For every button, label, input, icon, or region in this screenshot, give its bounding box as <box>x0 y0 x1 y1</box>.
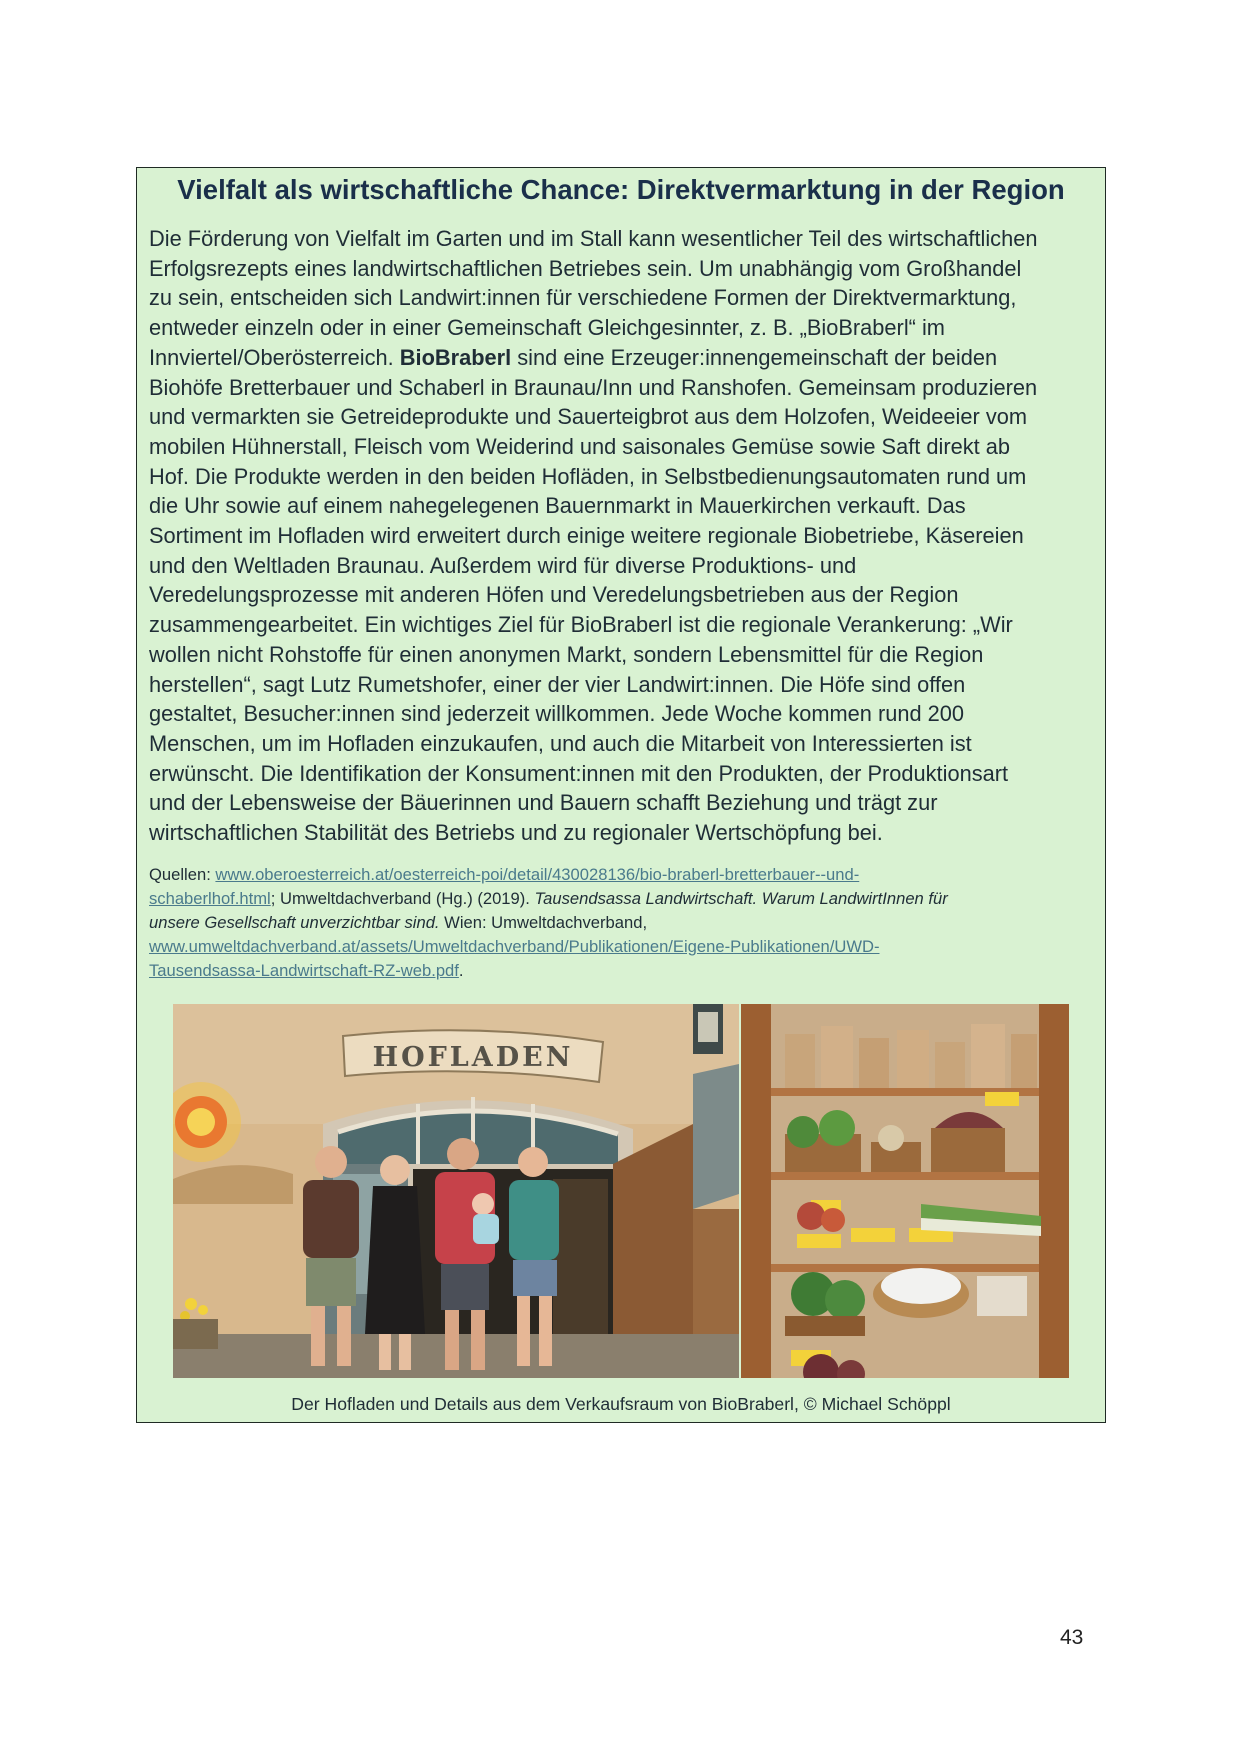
body-line: Veredelungsprozesse mit anderen Höfen und Veredelungsbetrieben aus der Region <box>149 582 959 608</box>
body-line: mobilen Hühnerstall, Fleisch vom Weiderind und saisonales Gemüse sowie Saft direkt ab <box>149 433 1010 459</box>
sources-text: Wien: Umweltdachverband, <box>439 913 648 932</box>
sources-line <box>149 935 1097 959</box>
body-line: erwünscht. Die Identifikation der Konsument:innen mit den Produkten, der Produktionsart <box>149 760 1009 786</box>
body-line: und vermarkten sie Getreideprodukte und Sauerteigbrot aus dem Holzofen, Weideeier vom <box>149 404 1028 430</box>
sources-text: . <box>458 961 464 980</box>
sources <box>149 863 1097 983</box>
sources-text: ; Umweltdachverband (Hg.) (2019). <box>270 889 535 908</box>
photo-caption: Der Hofladen und Details aus dem Verkaufsraum von BioBraberl, © Michael Schöppl <box>291 1394 951 1414</box>
source-link-umweltdachverband-cont[interactable]: Tausendsassa-Landwirtschaft-RZ-web.pdf <box>149 961 459 980</box>
photo-row <box>173 1004 1069 1378</box>
source-title: Tausendsassa Landwirtschaft. Warum LandwirtInnen für <box>534 889 948 908</box>
hofladen-photo <box>173 1004 739 1378</box>
body-line: zusammengearbeitet. Ein wichtiges Ziel für BioBraberl ist die regionale Verankerung: „Wir <box>149 612 1013 638</box>
source-link-umweltdachverband[interactable]: www.umweltdachverband.at/assets/Umweltdachverband/Publikationen/Eigene-Publikationen/UWD- <box>149 937 880 956</box>
page-number: 43 <box>1060 1626 1084 1649</box>
sources-line <box>149 887 1097 911</box>
box-body-text <box>149 224 1097 848</box>
body-line: wollen nicht Rohstoffe für einen anonymen Markt, sondern Lebensmittel für die Region <box>149 641 984 667</box>
body-text-segment: Innviertel/Oberösterreich. <box>149 344 400 370</box>
sources-line <box>149 911 1097 935</box>
source-link-oberoesterreich-cont[interactable]: schaberlhof.html <box>149 889 271 908</box>
body-line: die Uhr sowie auf einem nahegelegenen Bauernmarkt in Mauerkirchen verkauft. Das <box>149 493 966 519</box>
body-line: und den Weltladen Braunau. Außerdem wird für diverse Produktions- und <box>149 552 857 578</box>
body-line: entweder einzeln oder in einer Gemeinschaft Gleichgesinnter, z. B. „BioBraberl“ im <box>149 315 945 341</box>
body-line: herstellen“, sagt Lutz Rumetshofer, einer der vier Landwirt:innen. Die Höfe sind offen <box>149 671 966 697</box>
shop-shelves-photo <box>741 1004 1069 1378</box>
body-line: Sortiment im Hofladen wird erweitert durch einige weitere regionale Biobetriebe, Käsereien <box>149 523 1024 549</box>
biobraberl-bold: BioBraberl <box>399 344 512 370</box>
source-title-cont: unsere Gesellschaft unverzichtbar sind. <box>149 913 440 932</box>
box-title: Vielfalt als wirtschaftliche Chance: Direktvermarktung in der Region <box>177 174 1065 205</box>
source-link-oberoesterreich[interactable]: www.oberoesterreich.at/oesterreich-poi/detail/430028136/bio-braberl-bretterbauer--und- <box>215 865 860 884</box>
body-line: Menschen, um im Hofladen einzukaufen, und auch die Mitarbeit von Interessierten ist <box>149 730 972 756</box>
body-text-segment: sind eine Erzeuger:innengemeinschaft der beiden <box>511 344 998 370</box>
body-line <box>149 343 1097 373</box>
body-line: wirtschaftlichen Stabilität des Betriebs und zu regionaler Wertschöpfung bei. <box>149 820 883 846</box>
info-box <box>136 167 1106 1423</box>
hofladen-sign-text: HOFLADEN <box>372 1042 574 1073</box>
body-line: zu sein, entscheiden sich Landwirt:innen für verschiedene Formen der Direktvermarktung, <box>149 285 1017 311</box>
body-line: gestaltet, Besucher:innen sind jederzeit willkommen. Jede Woche kommen rund 200 <box>149 701 964 727</box>
body-line: Hof. Die Produkte werden in den beiden Hofläden, in Selbstbedienungsautomaten rund um <box>149 463 1027 489</box>
body-line: und der Lebensweise der Bäuerinnen und Bauern schafft Beziehung und trägt zur <box>149 790 938 816</box>
body-line: Erfolgsrezepts eines landwirtschaftlichen Betriebes sein. Um unabhängig vom Großhandel <box>149 255 1022 281</box>
sources-line <box>149 863 1097 887</box>
body-line: Die Förderung von Vielfalt im Garten und im Stall kann wesentlicher Teil des wirtschaftlichen <box>149 226 1038 251</box>
sources-line <box>149 959 1097 983</box>
body-line: Biohöfe Bretterbauer und Schaberl in Braunau/Inn und Ranshofen. Gemeinsam produzieren <box>149 374 1038 400</box>
sources-label: Quellen: <box>149 865 216 884</box>
